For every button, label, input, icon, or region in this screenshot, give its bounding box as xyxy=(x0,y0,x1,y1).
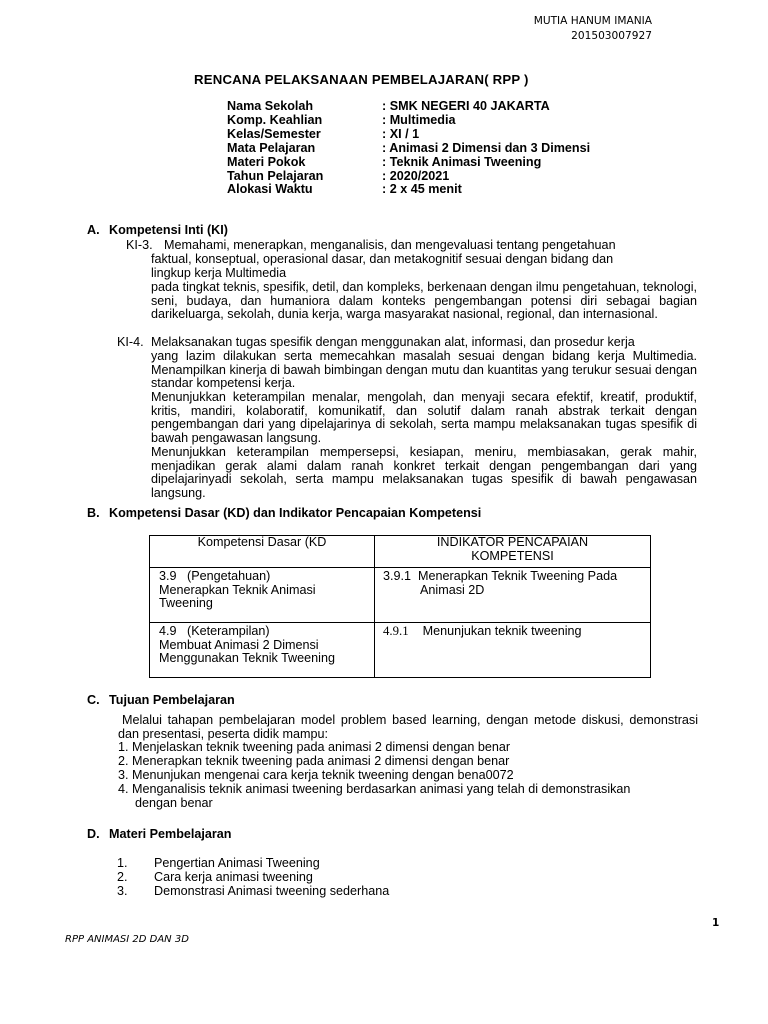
ki3-label: KI-3. xyxy=(126,238,153,252)
table-row xyxy=(150,568,651,623)
kd-number: 3.9 xyxy=(159,569,177,583)
kd-text: Menggunakan Teknik Tweening xyxy=(159,651,335,666)
section-c-heading: Tujuan Pembelajaran xyxy=(109,693,235,707)
info-value: : Teknik Animasi Tweening xyxy=(382,155,542,169)
kd-cell xyxy=(150,623,375,678)
kd-table xyxy=(149,535,651,678)
kd-cell xyxy=(150,568,375,623)
page-number: 1 xyxy=(712,917,720,929)
info-value: : XI / 1 xyxy=(382,127,420,141)
info-key: Nama Sekolah xyxy=(227,99,314,113)
info-key: Komp. Keahlian xyxy=(227,113,323,127)
material-number: 3. xyxy=(117,884,128,898)
ki3-line: Memahami, menerapkan, menganalisis, dan mengevaluasi tentang pengetahuan xyxy=(164,238,616,252)
info-key: Tahun Pelajaran xyxy=(227,169,324,183)
ki4-paragraph: Menunjukkan keterampilan mempersepsi, kesiapan, meniru, membiasakan, gerak mahir, menjadikan gerak alami dalam ranah konkret terkait dengan pengembangan dari yang dipelajarinyadi sekolah, serta mampu melaksanakan tugas spesifik di bawah pengawasan langsung. xyxy=(151,445,697,500)
section-c-intro: Melalui tahapan pembelajaran model problem based learning, dengan metode diskusi, demonstrasi dan presentasi, peserta didik mampu: xyxy=(118,713,698,741)
objective-item: 4. Menganalisis teknik animasi tweening berdasarkan animasi yang telah di demonstrasikan xyxy=(118,782,631,796)
ki3-paragraph: pada tingkat teknis, spesifik, detil, dan kompleks, berkenaan dengan ilmu pengetahuan, teknologi, seni, budaya, dan humaniora dalam konteks pengembangan potensi diri sebagai bagian darikeluarga, sekolah, dunia kerja, warga masyarakat nasional, regional, dan internasional. xyxy=(151,280,697,322)
kd-type: (Keterampilan) xyxy=(187,624,270,638)
indicator-text: Animasi 2D xyxy=(420,582,485,597)
section-c-letter: C. xyxy=(87,693,100,707)
section-b-heading: Kompetensi Dasar (KD) dan Indikator Pencapaian Kompetensi xyxy=(109,506,482,520)
material-item: Pengertian Animasi Tweening xyxy=(154,856,320,870)
ki3-line: lingkup kerja Multimedia xyxy=(151,266,287,280)
indicator-text: Menunjukan teknik tweening xyxy=(422,624,582,638)
objective-item: 3. Menunjukan mengenai cara kerja teknik tweening dengan bena0072 xyxy=(118,768,514,782)
table-header-kd xyxy=(150,536,375,568)
author-block xyxy=(0,14,652,44)
ki4-paragraph: yang lazim dilakukan serta memecahkan masalah sesuai dengan bidang kerja Multimedia. Menampilkan kinerja di bawah bimbingan dengan mutu dan kuantitas yang terukur sesuai dengan standar kompetensi kerja. xyxy=(151,349,697,391)
indicator-cell xyxy=(375,623,651,678)
material-item: Demonstrasi Animasi tweening sederhana xyxy=(154,884,390,898)
info-key: Mata Pelajaran xyxy=(227,141,316,155)
indicator-number: 4.9.1 xyxy=(383,624,409,638)
document-title: RENCANA PELAKSANAAN PEMBELAJARAN( RPP ) xyxy=(194,72,529,87)
info-key: Materi Pokok xyxy=(227,155,306,169)
table-row xyxy=(150,623,651,678)
section-a-letter: A. xyxy=(87,223,100,237)
info-value: : SMK NEGERI 40 JAKARTA xyxy=(382,99,550,113)
indicator-cell xyxy=(375,568,651,623)
section-b-letter: B. xyxy=(87,506,100,520)
section-a-heading: Kompetensi Inti (KI) xyxy=(109,223,228,237)
info-key: Alokasi Waktu xyxy=(227,182,313,196)
section-d-letter: D. xyxy=(87,827,100,841)
footer-text: RPP ANIMASI 2D DAN 3D xyxy=(65,934,189,945)
info-value: : 2 x 45 menit xyxy=(382,182,462,196)
material-number: 1. xyxy=(117,856,128,870)
table-header-kd-text: Kompetensi Dasar (KD xyxy=(197,535,327,549)
objective-item: 1. Menjelaskan teknik tweening pada animasi 2 dimensi dengan benar xyxy=(118,740,511,754)
ki3-line: faktual, konseptual, operasional dasar, dan metakognitif sesuai dengan bidang dan xyxy=(151,252,614,266)
kd-text: Tweening xyxy=(159,596,213,611)
ki4-paragraph: Menunjukkan keterampilan menalar, mengolah, dan menyaji secara efektif, kreatif, produktif, kritis, mandiri, kolaboratif, komunikatif, dan solutif dalam ranah abstrak terkait dengan pengembangan dari yang dipelajarinya di sekolah, serta mampu melaksanakan tugas spesifik di bawah pengawasan langsung. xyxy=(151,390,697,445)
section-d-heading: Materi Pembelajaran xyxy=(109,827,232,841)
ki4-line: Melaksanakan tugas spesifik dengan menggunakan alat, informasi, dan prosedur kerja xyxy=(151,335,635,349)
info-value: : Animasi 2 Dimensi dan 3 Dimensi xyxy=(382,141,591,155)
author-id: 201503007927 xyxy=(571,30,652,42)
objective-item: 2. Menerapkan teknik tweening pada animasi 2 dimensi dengan benar xyxy=(118,754,510,768)
author-name: MUTIA HANUM IMANIA xyxy=(533,15,652,27)
table-header-indicator-line: INDIKATOR PENCAPAIAN xyxy=(436,535,589,549)
indicator-number: 3.9.1 xyxy=(383,569,412,583)
info-value: : Multimedia xyxy=(382,113,456,127)
kd-type: (Pengetahuan) xyxy=(187,569,271,583)
kd-text: Menerapkan Teknik Animasi xyxy=(159,582,316,597)
info-value: : 2020/2021 xyxy=(382,169,450,183)
material-item: Cara kerja animasi tweening xyxy=(154,870,313,884)
material-number: 2. xyxy=(117,870,128,884)
kd-number: 4.9 xyxy=(159,624,177,638)
table-header-indicator-line: KOMPETENSI xyxy=(471,548,554,563)
info-key: Kelas/Semester xyxy=(227,127,321,141)
objective-item-continued: dengan benar xyxy=(135,796,213,810)
table-header-row xyxy=(150,536,651,568)
kd-text: Membuat Animasi 2 Dimensi xyxy=(159,637,319,652)
indicator-text: Menerapkan Teknik Tweening Pada xyxy=(418,569,618,583)
table-header-indicator xyxy=(375,536,651,568)
ki4-label: KI-4. xyxy=(117,335,144,349)
